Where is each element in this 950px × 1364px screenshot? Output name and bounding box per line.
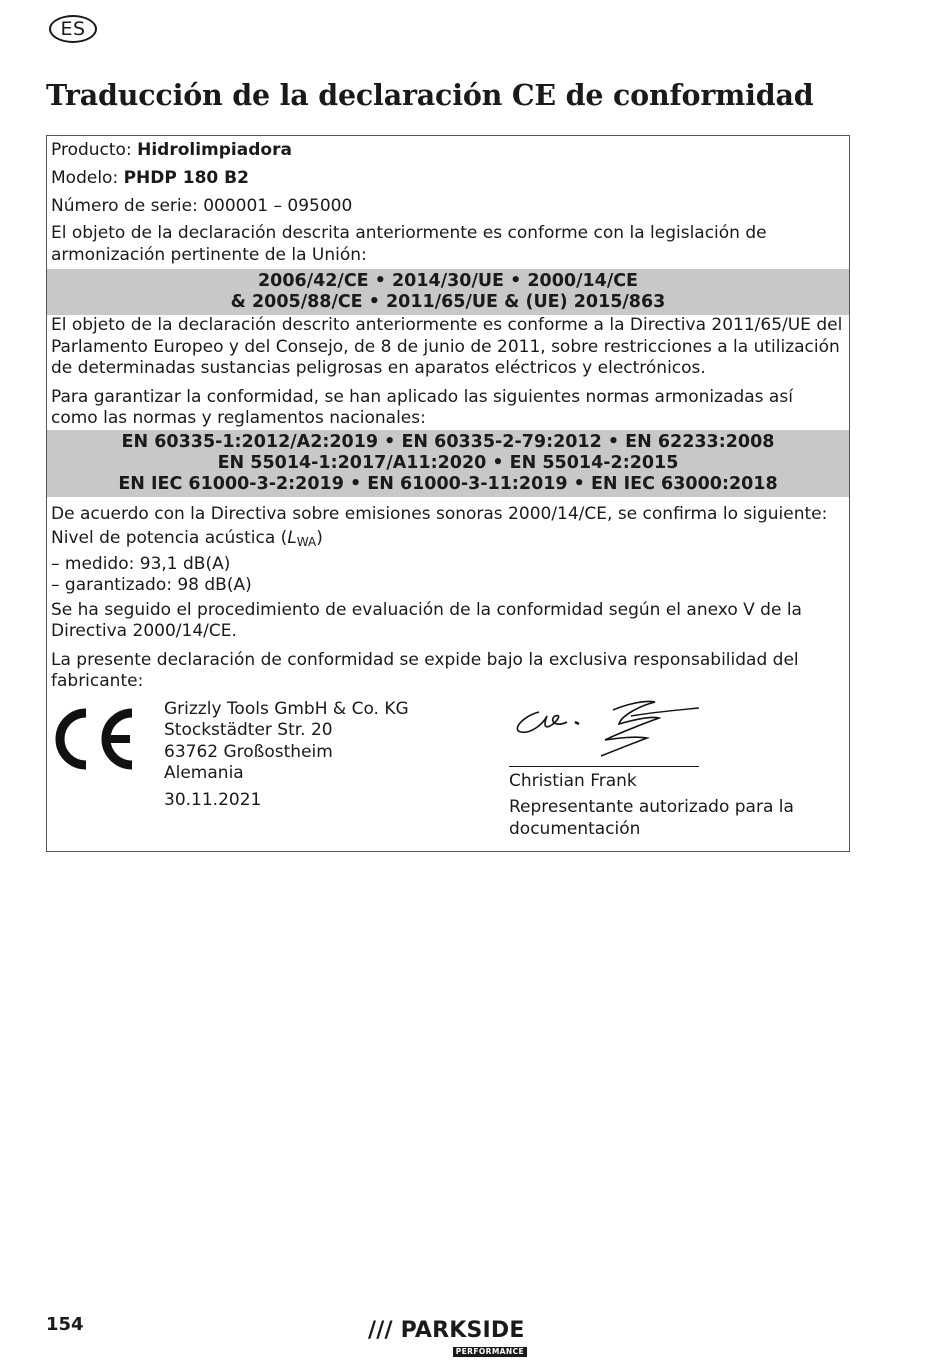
declaration-box (46, 135, 850, 852)
model-label: Modelo: (51, 168, 124, 188)
signature-line (509, 766, 699, 767)
manufacturer-country: Alemania (164, 763, 244, 783)
standards-line: EN 55014-1:2017/A11:2020 • EN 55014-2:2015 (217, 452, 679, 473)
language-badge: ES (49, 15, 97, 43)
standards-intro: Para garantizar la conformidad, se han aplicado las siguientes normas armonizadas así como las normas y reglamentos nacionales: (51, 386, 793, 428)
directives-line: 2006/42/CE • 2014/30/UE • 2000/14/CE (257, 271, 639, 291)
model-row (47, 164, 849, 192)
noise-measured: – medido: 93,1 dB(A) (51, 553, 231, 574)
procedure-text: Se ha seguido el procedimiento de evaluación de la conformidad según el anexo V de la Directiva 2000/14/CE. (51, 599, 802, 641)
signatory-name: Christian Frank (509, 770, 637, 791)
directives-line: & 2005/88/CE • 2011/65/UE & (UE) 2015/863 (230, 292, 666, 312)
noise-symbol: L (287, 528, 297, 548)
brand-name: /// PARKSIDE (368, 1318, 525, 1343)
product-value: Hidrolimpiadora (137, 140, 292, 160)
manufacturer-city: 63762 Großostheim (164, 741, 333, 762)
directives-band (47, 269, 849, 315)
standards-line: EN IEC 61000-3-2:2019 • EN 61000-3-11:2019 • EN IEC 63000:2018 (118, 473, 778, 494)
serial-number: Número de serie: 000001 – 095000 (51, 196, 353, 216)
page-number: 154 (46, 1314, 84, 1335)
noise-symbol-subscript: WA (296, 535, 317, 549)
signatory-role: Representante autorizado para la documentación (509, 797, 794, 839)
noise-level-label: Nivel de potencia acústica $(L_{WA})$ (51, 528, 323, 549)
product-row (47, 136, 849, 164)
manufacturer-name: Grizzly Tools GmbH & Co. KG (164, 698, 409, 719)
signature-area (47, 699, 849, 859)
brand-subline: PERFORMANCE (453, 1347, 527, 1357)
conformity-intro: El objeto de la declaración descrita anteriormente es conforme con la legislación de armonización pertinente de la Unión: (51, 223, 767, 265)
manufacturer-street: Stockstädter Str. 20 (164, 720, 333, 740)
standards-line: EN 60335-1:2012/A2:2019 • EN 60335-2-79:2012 • EN 62233:2008 (121, 431, 775, 452)
manufacturer-address (164, 699, 409, 812)
parkside-logo (368, 1318, 530, 1358)
page-title: Traducción de la declaración CE de conformidad (46, 78, 814, 112)
product-label: Producto: (51, 140, 138, 160)
responsibility-text: La presente declaración de conformidad se expide bajo la exclusiva responsabilidad del fabricante: (51, 649, 799, 691)
signatory (509, 771, 839, 841)
handwritten-signature (509, 694, 701, 764)
model-value: PHDP 180 B2 (123, 168, 249, 188)
noise-guaranteed: – garantizado: 98 dB(A) (51, 575, 252, 595)
declaration-date: 30.11.2021 (164, 789, 262, 810)
rohs-text: El objeto de la declaración descrito anteriormente es conforme a la Directiva 2011/65/UE del Parlamento Europeo y del Consejo, de 8 de junio de 2011, sobre restricciones a la utilización de determinadas sustancias peligrosas en aparatos eléctricos y electrónicos. (51, 315, 843, 378)
ce-mark-icon (50, 707, 136, 771)
standards-band (47, 430, 849, 497)
noise-intro: De acuerdo con la Directiva sobre emisiones sonoras 2000/14/CE, se confirma lo siguiente: (51, 503, 828, 524)
